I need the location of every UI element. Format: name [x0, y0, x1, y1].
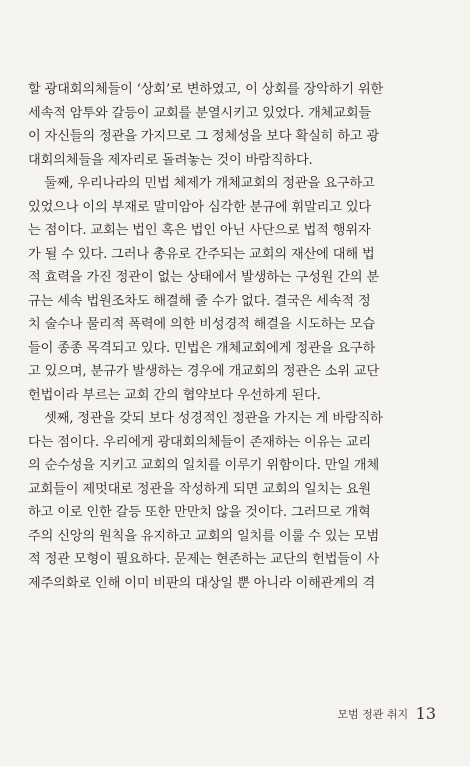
page-footer — [337, 704, 436, 723]
body-text — [28, 78, 442, 595]
text-line: 규는 세속 법원조차도 해결해 줄 수가 없다. 결국은 세속적 정 — [28, 293, 371, 309]
text-line: 치 술수나 물리적 폭력에 의한 비성경적 해결을 시도하는 모습 — [28, 317, 376, 332]
text-line: 할 광대회의체들이 ‘상회’로 변하였고, 이 상회를 장악하기 위한 — [28, 82, 384, 97]
text-line: 대회의체들을 제자리로 돌려놓는 것이 바람직하다. — [28, 152, 313, 168]
running-title: 모범 정관 취지 — [337, 708, 409, 721]
text-line: 셋째, 정관을 갖되 보다 성경적인 정관을 가지는 게 바람직하 — [28, 411, 383, 426]
text-line: 고 있으며, 분규가 발생하는 경우에 개교회의 정관은 소위 교단 — [28, 364, 380, 379]
text-line: 교회들이 제멋대로 정관을 작성하게 되면 교회의 일치는 요원 — [28, 481, 372, 497]
text-line: 제주의화로 인해 이미 비판의 대상일 뿐 아니라 이해관계의 격 — [28, 575, 376, 591]
text-line: 의 순수성을 지키고 교회의 일치를 이루기 위함이다. 만일 개체 — [28, 458, 380, 473]
text-line: 하고 이로 인한 갈등 또한 만만치 않을 것이다. 그러므로 개혁 — [28, 505, 371, 520]
text-line: 다는 점이다. 우리에게 광대회의체들이 존재하는 이유는 교리 — [28, 434, 372, 450]
text-line: 이 자신들의 정관을 가지므로 그 정체성을 보다 확실히 하고 광 — [28, 129, 380, 144]
text-line: 헌법이라 부르는 교회 간의 협약보다 우선하게 된다. — [28, 387, 321, 403]
text-line: 세속적 암투와 갈등이 교회를 분열시키고 있었다. 개체교회들 — [28, 105, 372, 121]
text-line: 가 될 수 있다. 그러나 총유로 간주되는 교회의 재산에 대해 법 — [28, 246, 375, 262]
page-number: 13 — [415, 704, 436, 723]
text-line: 둘째, 우리나라의 민법 체제가 개체교회의 정관을 요구하고 — [28, 176, 375, 191]
text-line: 적 효력을 가진 정관이 없는 상태에서 발생하는 구성원 간의 분 — [28, 270, 380, 285]
text-line: 있었으나 이의 부재로 말미암아 심각한 분규에 휘말리고 있다 — [28, 199, 372, 215]
text-line: 들이 종종 목격되고 있다. 민법은 개체교회에게 정관을 요구하 — [28, 340, 376, 356]
text-line: 주의 신앙의 원칙을 유지하고 교회의 일치를 이룰 수 있는 모범 — [28, 528, 380, 544]
text-line: 적 정관 모형이 필요하다. 문제는 현존하는 교단의 헌법들이 사 — [28, 552, 380, 567]
text-line: 는 점이다. 교회는 법인 혹은 법인 아닌 사단으로 법적 행위자 — [28, 223, 371, 238]
